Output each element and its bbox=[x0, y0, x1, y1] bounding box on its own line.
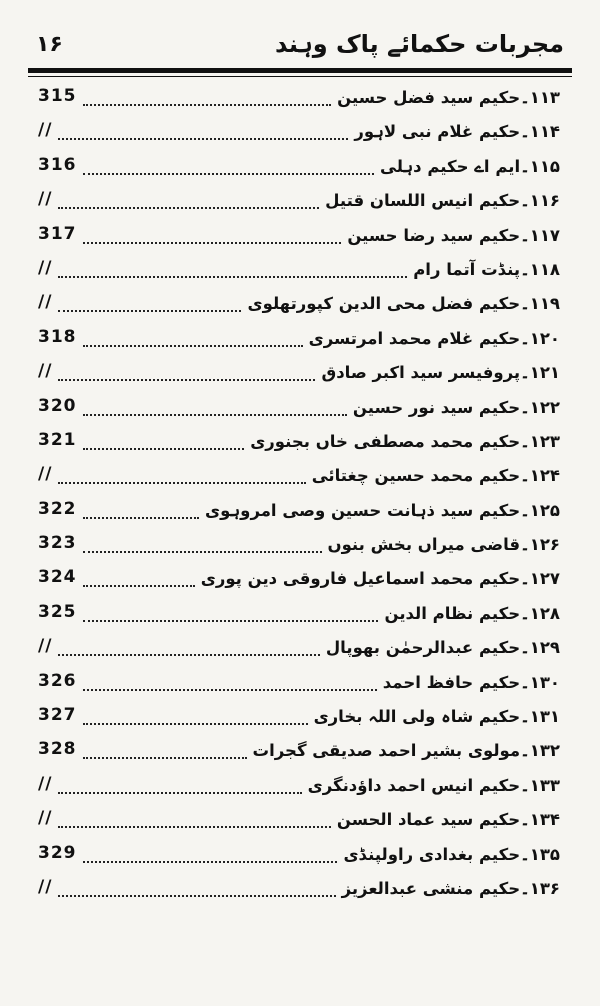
entry-separator: ۔ bbox=[520, 672, 530, 692]
toc-row bbox=[38, 462, 560, 496]
entry-number: ۱۲۲ bbox=[529, 397, 560, 417]
entry-page-number: 320 bbox=[38, 395, 77, 416]
dot-leader bbox=[83, 517, 200, 519]
entry-separator: ۔ bbox=[520, 569, 530, 589]
entry-name: حکیم حافظ احمد bbox=[382, 672, 521, 692]
entry-page-number: // bbox=[38, 876, 53, 897]
entry-page-number: 318 bbox=[38, 326, 77, 347]
toc-entry-title bbox=[312, 466, 560, 485]
entry-page-number: 329 bbox=[38, 842, 77, 863]
header-rule-thin bbox=[28, 76, 572, 77]
entry-separator: ۔ bbox=[520, 156, 530, 176]
entry-separator: ۔ bbox=[520, 294, 530, 314]
entry-separator: ۔ bbox=[520, 741, 530, 761]
toc-entry-title bbox=[247, 294, 560, 313]
entry-page-number: // bbox=[38, 292, 53, 313]
toc-row bbox=[38, 531, 560, 565]
dot-leader bbox=[83, 414, 347, 416]
entry-number: ۱۱۳ bbox=[529, 88, 560, 107]
entry-separator: ۔ bbox=[520, 466, 530, 486]
entry-name: حکیم شاہ ولی اللہ بخاری bbox=[313, 707, 521, 727]
toc-entry-title bbox=[308, 776, 560, 795]
toc-row bbox=[38, 565, 560, 599]
entry-separator: ۔ bbox=[520, 431, 530, 451]
entry-number: ۱۲۰ bbox=[529, 328, 560, 348]
toc-row bbox=[38, 841, 560, 875]
entry-page-number: // bbox=[38, 464, 53, 485]
entry-separator: ۔ bbox=[520, 535, 530, 555]
toc-entry-title bbox=[347, 226, 560, 245]
dot-leader bbox=[83, 345, 303, 347]
toc-entry-title bbox=[383, 673, 560, 692]
dot-leader bbox=[58, 792, 301, 794]
dot-leader bbox=[83, 173, 375, 175]
entry-separator: ۔ bbox=[520, 88, 530, 107]
toc-entry-title bbox=[353, 398, 560, 417]
entry-number: ۱۳۰ bbox=[529, 672, 560, 692]
entry-name: حکیم عبدالرحمٰن بھوپال bbox=[325, 638, 521, 658]
entry-name: حکیم غلام نبی لاہور bbox=[354, 122, 521, 142]
entry-separator: ۔ bbox=[520, 500, 530, 520]
toc-row bbox=[38, 290, 560, 324]
toc-row bbox=[38, 669, 560, 703]
entry-name: حکیم محمد اسماعیل فاروقی دین پوری bbox=[200, 569, 521, 589]
entry-separator: ۔ bbox=[520, 810, 530, 830]
entry-page-number: 316 bbox=[38, 154, 77, 175]
toc-row bbox=[38, 394, 560, 428]
entry-name: حکیم سید رضا حسین bbox=[347, 225, 521, 245]
toc-row bbox=[38, 497, 560, 531]
toc-row bbox=[38, 806, 560, 840]
dot-leader bbox=[58, 895, 335, 897]
toc-entry-title bbox=[250, 432, 560, 451]
entry-name: حکیم انیس اللسان قتیل bbox=[325, 191, 521, 211]
entry-page-number: // bbox=[38, 808, 53, 829]
dot-leader bbox=[83, 861, 338, 863]
entry-separator: ۔ bbox=[520, 259, 530, 279]
dot-leader bbox=[83, 104, 332, 106]
entry-page-number: // bbox=[38, 257, 53, 278]
dot-leader bbox=[58, 310, 241, 312]
toc-row bbox=[38, 153, 560, 187]
dot-leader bbox=[58, 138, 348, 140]
toc-entry-title bbox=[309, 329, 560, 348]
entry-name: حکیم منشی عبدالعزیز bbox=[341, 878, 521, 898]
entry-number: ۱۱۶ bbox=[529, 191, 560, 211]
dot-leader bbox=[58, 654, 319, 656]
entry-page-number: 322 bbox=[38, 498, 77, 519]
entry-name: حکیم فضل محی الدین کپورتھلوی bbox=[247, 294, 521, 314]
entry-page-number: 315 bbox=[38, 86, 77, 106]
dot-leader bbox=[83, 757, 247, 759]
dot-leader bbox=[83, 723, 308, 725]
toc-entry-title bbox=[201, 569, 560, 588]
toc-row bbox=[38, 222, 560, 256]
entry-separator: ۔ bbox=[520, 363, 530, 383]
entry-number: ۱۳۵ bbox=[529, 844, 560, 864]
toc-row bbox=[38, 772, 560, 806]
entry-page-number: // bbox=[38, 189, 53, 210]
entry-number: ۱۳۳ bbox=[529, 775, 560, 795]
toc-row bbox=[38, 325, 560, 359]
entry-separator: ۔ bbox=[520, 603, 530, 623]
entry-name: حکیم محمد حسین چغتائی bbox=[311, 466, 521, 486]
header-rule bbox=[28, 68, 572, 73]
entry-number: ۱۲۶ bbox=[529, 535, 560, 555]
entry-separator: ۔ bbox=[520, 328, 530, 348]
dot-leader bbox=[58, 207, 319, 209]
entry-separator: ۔ bbox=[520, 122, 530, 142]
entry-name: حکیم بغدادی راولپنڈی bbox=[343, 844, 521, 864]
dot-leader bbox=[83, 689, 377, 691]
dot-leader bbox=[58, 276, 407, 278]
entry-number: ۱۲۵ bbox=[529, 500, 560, 520]
entry-number: ۱۳۶ bbox=[529, 878, 560, 898]
entry-number: ۱۱۹ bbox=[529, 294, 560, 314]
entry-name: ایم اے حکیم دہلی bbox=[380, 156, 521, 176]
entry-number: ۱۲۳ bbox=[529, 431, 560, 451]
entry-name: حکیم سید عماد الحسن bbox=[336, 810, 521, 830]
entry-separator: ۔ bbox=[520, 397, 530, 417]
toc-row bbox=[38, 737, 560, 771]
toc-entry-title bbox=[354, 122, 560, 141]
dot-leader bbox=[83, 242, 342, 244]
toc-row bbox=[38, 84, 560, 118]
dot-leader bbox=[58, 826, 330, 828]
entry-name: پنڈت آتما رام bbox=[413, 259, 521, 279]
entry-page-number: 317 bbox=[38, 223, 77, 244]
entry-number: ۱۲۸ bbox=[529, 603, 560, 623]
entry-page-number: 328 bbox=[38, 739, 77, 760]
toc-entry-title bbox=[384, 604, 560, 623]
entry-number: ۱۱۸ bbox=[529, 259, 560, 279]
entry-number: ۱۲۱ bbox=[529, 363, 560, 383]
toc-row bbox=[38, 187, 560, 221]
entry-number: ۱۲۹ bbox=[529, 638, 560, 658]
entry-number: ۱۱۵ bbox=[529, 156, 560, 176]
table-of-contents bbox=[38, 84, 560, 909]
entry-name: حکیم محمد مصطفی خاں بجنوری bbox=[250, 431, 521, 451]
entry-separator: ۔ bbox=[520, 775, 530, 795]
entry-separator: ۔ bbox=[520, 878, 530, 898]
entry-separator: ۔ bbox=[520, 707, 530, 727]
toc-entry-title bbox=[205, 501, 560, 520]
entry-number: ۱۱۴ bbox=[529, 122, 560, 142]
entry-name: حکیم سید ذہانت حسین وصی امروہوی bbox=[205, 500, 521, 520]
toc-entry-title bbox=[413, 260, 560, 279]
entry-number: ۱۳۲ bbox=[529, 741, 560, 761]
dot-leader bbox=[83, 551, 322, 553]
dot-leader bbox=[58, 379, 315, 381]
entry-name: حکیم نظام الدین bbox=[384, 603, 521, 623]
entry-page-number: 321 bbox=[38, 429, 77, 450]
entry-name: حکیم غلام محمد امرتسری bbox=[308, 328, 521, 348]
entry-separator: ۔ bbox=[520, 638, 530, 658]
toc-entry-title bbox=[325, 191, 560, 210]
running-title: مجربات حکمائے پاک وہند bbox=[275, 30, 564, 58]
entry-page-number: 325 bbox=[38, 601, 77, 622]
toc-row bbox=[38, 256, 560, 290]
entry-separator: ۔ bbox=[520, 225, 530, 245]
entry-name: مولوی بشیر احمد صدیقی گجرات bbox=[252, 741, 521, 761]
toc-entry-title bbox=[337, 88, 560, 107]
toc-entry-title bbox=[326, 638, 560, 657]
entry-name: حکیم سید نور حسین bbox=[352, 397, 521, 417]
toc-row bbox=[38, 428, 560, 462]
entry-page-number: // bbox=[38, 120, 53, 141]
dot-leader bbox=[83, 585, 195, 587]
entry-name: حکیم انیس احمد داؤدنگری bbox=[307, 775, 521, 795]
entry-page-number: // bbox=[38, 636, 53, 657]
toc-entry-title bbox=[337, 810, 560, 829]
entry-page-number: 326 bbox=[38, 670, 77, 691]
page-number: ۱۶ bbox=[36, 32, 63, 57]
entry-page-number: // bbox=[38, 773, 53, 794]
toc-entry-title bbox=[314, 707, 560, 726]
entry-separator: ۔ bbox=[520, 191, 530, 211]
entry-page-number: 324 bbox=[38, 567, 77, 588]
entry-number: ۱۳۴ bbox=[529, 810, 560, 830]
toc-entry-title bbox=[342, 879, 560, 898]
entry-number: ۱۲۷ bbox=[529, 569, 560, 589]
toc-row bbox=[38, 703, 560, 737]
entry-number: ۱۳۱ bbox=[529, 707, 560, 727]
toc-row bbox=[38, 118, 560, 152]
toc-entry-title bbox=[253, 741, 560, 760]
toc-row bbox=[38, 600, 560, 634]
entry-name: پروفیسر سید اکبر صادق bbox=[321, 363, 521, 383]
toc-entry-title bbox=[380, 157, 560, 176]
dot-leader bbox=[58, 482, 305, 484]
toc-row bbox=[38, 634, 560, 668]
toc-row bbox=[38, 875, 560, 909]
toc-entry-title bbox=[328, 535, 561, 554]
toc-entry-title bbox=[343, 845, 560, 864]
entry-page-number: // bbox=[38, 361, 53, 382]
entry-separator: ۔ bbox=[520, 844, 530, 864]
dot-leader bbox=[83, 448, 245, 450]
dot-leader bbox=[83, 620, 379, 622]
toc-row bbox=[38, 359, 560, 393]
toc-entry-title bbox=[321, 363, 560, 382]
entry-name: قاضی میراں بخش بنوں bbox=[327, 535, 521, 555]
entry-page-number: 327 bbox=[38, 705, 77, 726]
entry-number: ۱۲۴ bbox=[529, 466, 560, 486]
entry-number: ۱۱۷ bbox=[529, 225, 560, 245]
entry-page-number: 323 bbox=[38, 533, 77, 554]
entry-name: حکیم سید فضل حسین bbox=[337, 88, 521, 107]
